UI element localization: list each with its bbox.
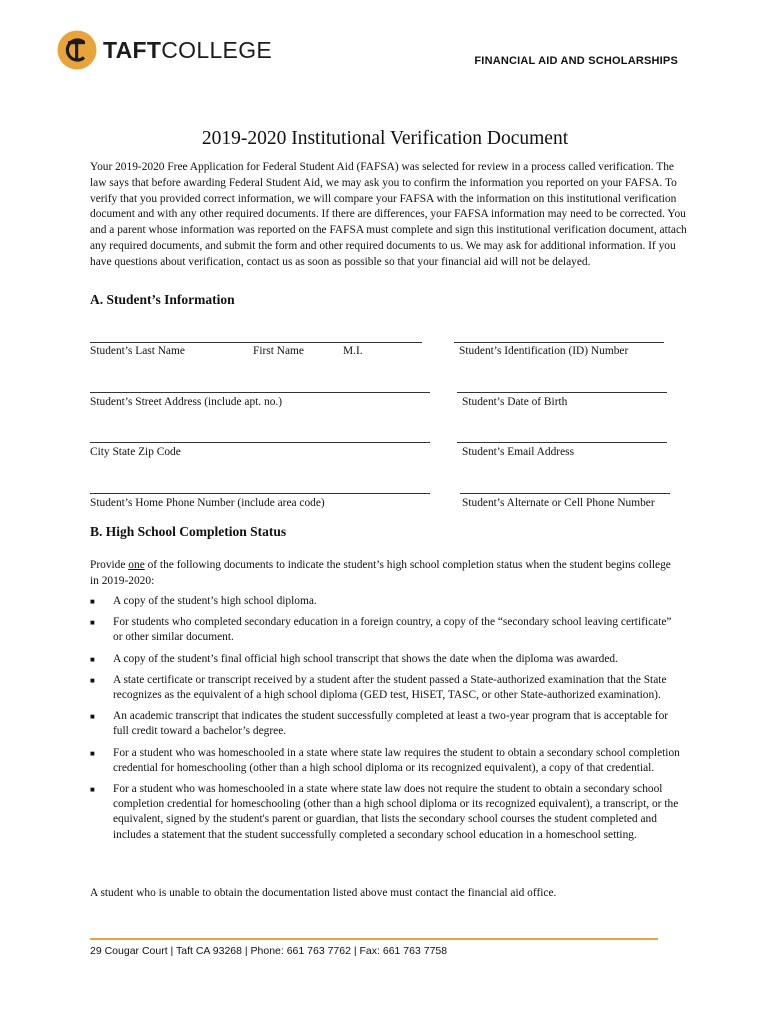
last-name-field[interactable] [90, 342, 422, 343]
date-of-birth-label: Student’s Date of Birth [462, 396, 568, 408]
section-b-intro [90, 558, 680, 589]
bullet-icon: ■ [90, 748, 95, 758]
date-of-birth-field[interactable] [457, 392, 667, 393]
bullet-icon: ■ [90, 712, 95, 722]
department-name: FINANCIAL AID AND SCHOLARSHIPS [474, 55, 678, 67]
section-b-heading: B. High School Completion Status [90, 524, 287, 539]
acceptable-documents-list [90, 594, 680, 849]
list-item [90, 673, 680, 703]
list-item-text: For a student who was homeschooled in a state where state law requires the student to obtain a secondary school completion credential for homeschooling (other than a high school diploma or its recognized equivalent), a copy of that credential. [113, 746, 680, 774]
bullet-icon: ■ [90, 618, 95, 628]
home-phone-field[interactable] [90, 493, 430, 494]
section-a-heading: A. Student’s Information [90, 292, 235, 307]
student-id-label: Student’s Identification (ID) Number [459, 345, 629, 357]
logo-wordmark-bold: TAFT [103, 36, 162, 63]
home-phone-label: Student’s Home Phone Number (include area code) [90, 497, 325, 509]
list-item [90, 615, 680, 645]
city-state-zip-label: City State Zip Code [90, 446, 181, 458]
logo-wordmark [103, 37, 272, 64]
list-item [90, 652, 680, 667]
section-b-intro-end: of the following documents to indicate the student’s high school completion status when the student begins college in 2019-2020: [90, 559, 671, 587]
last-name-label: Student’s Last Name [90, 345, 185, 357]
bullet-icon: ■ [90, 654, 95, 664]
bullet-icon: ■ [90, 785, 95, 795]
bullet-icon: ■ [90, 597, 95, 606]
list-item-text: A state certificate or transcript received by a student after the student passed a State-authorized examination that the State recognizes as the equivalent of a high school diploma (GED test, HiSET, TASC, or other State-authorized examination). [113, 673, 667, 702]
section-b-intro-emphasis: one [128, 559, 145, 571]
street-address-label: Student’s Street Address (include apt. no.) [90, 396, 283, 408]
taft-college-emblem-icon [57, 30, 97, 70]
alt-phone-label: Student’s Alternate or Cell Phone Number [462, 497, 655, 509]
closing-note: A student who is unable to obtain the documentation listed above must contact the financial aid office. [90, 887, 557, 899]
college-logo [57, 30, 272, 70]
list-item [90, 709, 680, 739]
list-item-text: An academic transcript that indicates the student successfully completed at least a two-year program that is acceptable for full credit toward a bachelor’s degree. [113, 710, 669, 738]
middle-initial-label: M.I. [343, 345, 363, 357]
alt-phone-field[interactable] [460, 493, 670, 494]
list-item-text: For a student who was homeschooled in a state where state law does not require the student to obtain a secondary school completion credential for homeschooling (other than a high school diploma or its recognized equivalent), a transcript, or the equivalent, signed by the student's parent or guardian, that lists the secondary school courses the student completed and includes a statement that the student successfully completed a secondary school education in a homeschool setting. [113, 783, 679, 841]
student-id-field[interactable] [454, 342, 664, 343]
document-title: 2019-2020 Institutional Verification Document [201, 128, 569, 149]
list-item [90, 782, 680, 843]
email-field[interactable] [457, 442, 667, 443]
footer-contact: 29 Cougar Court | Taft CA 93268 | Phone: 661 763 7762 | Fax: 661 763 7758 [90, 945, 448, 957]
list-item-text: A copy of the student’s final official high school transcript that shows the date when the diploma was awarded. [113, 652, 618, 665]
street-address-field[interactable] [90, 392, 430, 393]
intro-paragraph: Your 2019-2020 Free Application for Federal Student Aid (FAFSA) was selected for review in a process called verification. The law says that before awarding Federal Student Aid, we may ask you to confirm the information you reported on your FAFSA. To verify that you provided correct information, we will compare your FAFSA with the information on this institutional verification document and with any other required documents. If there are differences, your FAFSA information may need to be corrected. You and a parent whose information was reported on the FAFSA must complete and sign this institutional verification document, attach any required documents, and submit the form and other required documents to us. We may ask for additional information. If you have questions about verification, contact us as soon as possible so that your financial aid will not be delayed. [90, 161, 687, 268]
list-item [90, 594, 680, 609]
footer-divider [90, 938, 658, 940]
bullet-icon: ■ [90, 675, 95, 685]
logo-wordmark-light: COLLEGE [161, 36, 273, 63]
section-b-intro-start: Provide [90, 559, 129, 571]
city-state-zip-field[interactable] [90, 442, 430, 443]
list-item-text: For students who completed secondary education in a foreign country, a copy of the “secondary school leaving certificate” or other similar document. [113, 616, 672, 644]
first-name-label: First Name [253, 345, 304, 357]
list-item [90, 746, 680, 776]
list-item-text: A copy of the student’s high school diploma. [113, 595, 317, 607]
email-label: Student’s Email Address [462, 446, 575, 458]
